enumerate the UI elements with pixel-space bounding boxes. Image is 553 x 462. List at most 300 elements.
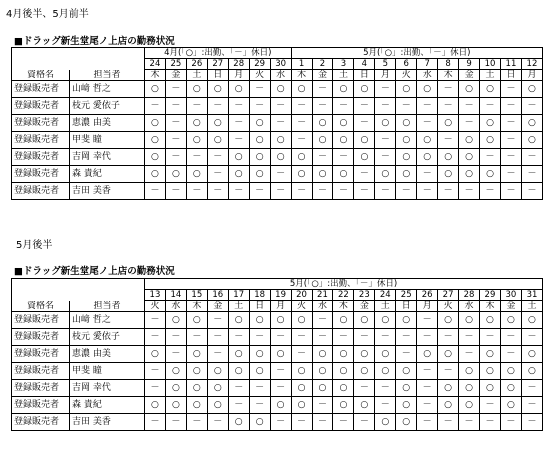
attendance-cell	[186, 81, 207, 98]
holiday-mark: －	[401, 332, 411, 342]
attendance-cell	[312, 115, 333, 132]
attendance-mark: ○	[213, 383, 222, 393]
attendance-cell	[500, 115, 521, 132]
holiday-mark: －	[422, 332, 432, 342]
attendance-mark: ○	[192, 349, 201, 359]
holiday-mark: －	[297, 332, 307, 342]
person-name-cell: 枝元 愛依子	[70, 329, 145, 346]
attendance-cell	[459, 183, 480, 200]
attendance-cell	[270, 346, 291, 363]
table-row	[12, 132, 543, 149]
attendance-mark: ○	[297, 152, 306, 162]
attendance-mark: ○	[381, 366, 390, 376]
weekday-cell: 火	[396, 70, 417, 81]
holiday-mark: －	[150, 315, 160, 325]
attendance-cell	[480, 380, 501, 397]
attendance-cell	[333, 183, 354, 200]
weekday-cell: 月	[270, 301, 291, 312]
section-heading-april-may: 4月後半、5月前半	[6, 9, 89, 20]
weekday-cell: 月	[417, 301, 438, 312]
attendance-cell	[312, 312, 333, 329]
attendance-cell	[312, 183, 333, 200]
attendance-cell	[186, 166, 207, 183]
attendance-cell	[354, 183, 375, 200]
attendance-cell	[500, 81, 521, 98]
attendance-cell	[291, 149, 312, 166]
holiday-mark: －	[213, 101, 223, 111]
weekday-cell: 木	[145, 70, 166, 81]
attendance-cell	[312, 132, 333, 149]
attendance-mark: ○	[402, 169, 411, 179]
attendance-cell	[333, 132, 354, 149]
table-row	[12, 183, 543, 200]
attendance-cell	[270, 414, 291, 431]
weekday-cell: 木	[438, 70, 459, 81]
weekday-cell: 日	[249, 301, 270, 312]
holiday-mark: －	[506, 101, 516, 111]
date-cell: 29	[249, 59, 270, 70]
weekday-cell: 金	[500, 301, 521, 312]
attendance-cell	[396, 346, 417, 363]
date-header-row	[12, 290, 543, 301]
attendance-mark: ○	[297, 400, 306, 410]
attendance-mark: ○	[528, 118, 536, 128]
attendance-mark: ○	[402, 84, 411, 94]
person-name-cell: 恵濃 由美	[70, 115, 145, 132]
date-cell: 27	[438, 290, 459, 301]
weekday-cell: 金	[354, 301, 375, 312]
attendance-cell	[480, 329, 501, 346]
attendance-mark: ○	[276, 84, 285, 94]
holiday-mark: －	[318, 152, 328, 162]
holiday-mark: －	[171, 152, 181, 162]
attendance-mark: ○	[360, 315, 369, 325]
attendance-mark: ○	[528, 315, 536, 325]
attendance-cell	[333, 414, 354, 431]
attendance-mark: ○	[444, 118, 453, 128]
holiday-mark: －	[150, 101, 160, 111]
weekday-cell: 土	[228, 301, 249, 312]
weekday-cell: 日	[500, 70, 521, 81]
holiday-mark: －	[506, 135, 516, 145]
date-cell: 17	[228, 290, 249, 301]
qualification-column-header: 資格名	[12, 70, 70, 81]
holiday-mark: －	[171, 332, 181, 342]
attendance-mark: ○	[465, 400, 473, 410]
holiday-mark: －	[192, 101, 202, 111]
attendance-cell	[396, 363, 417, 380]
attendance-cell	[375, 363, 396, 380]
date-cell: 25	[165, 59, 186, 70]
attendance-cell	[333, 166, 354, 183]
date-cell: 25	[396, 290, 417, 301]
attendance-cell	[312, 397, 333, 414]
qualification-cell: 登録販売者	[12, 115, 70, 132]
attendance-cell	[500, 149, 521, 166]
date-cell: 31	[521, 290, 542, 301]
attendance-mark: ○	[486, 169, 494, 179]
attendance-cell	[228, 380, 249, 397]
attendance-cell	[521, 81, 542, 98]
attendance-cell	[270, 363, 291, 380]
attendance-cell	[249, 81, 270, 98]
weekday-cell: 木	[333, 301, 354, 312]
attendance-mark: ○	[192, 84, 201, 94]
attendance-cell	[270, 81, 291, 98]
table-row	[12, 149, 543, 166]
attendance-cell	[186, 149, 207, 166]
date-cell: 16	[207, 290, 228, 301]
holiday-mark: －	[527, 169, 537, 179]
holiday-mark: －	[234, 186, 244, 196]
attendance-cell	[145, 166, 166, 183]
attendance-cell	[438, 115, 459, 132]
attendance-mark: ○	[402, 315, 411, 325]
attendance-cell	[459, 397, 480, 414]
holiday-mark: －	[171, 417, 181, 427]
attendance-mark: ○	[318, 349, 327, 359]
date-cell: 20	[291, 290, 312, 301]
weekday-cell: 火	[291, 301, 312, 312]
attendance-mark: ○	[151, 169, 159, 179]
attendance-cell	[165, 166, 186, 183]
attendance-cell	[500, 166, 521, 183]
attendance-cell	[333, 98, 354, 115]
attendance-cell	[459, 414, 480, 431]
attendance-mark: ○	[486, 349, 494, 359]
attendance-mark: ○	[339, 366, 348, 376]
attendance-mark: ○	[151, 84, 159, 94]
attendance-mark: ○	[465, 366, 473, 376]
attendance-cell	[165, 149, 186, 166]
attendance-cell	[145, 312, 166, 329]
attendance-mark: ○	[192, 383, 201, 393]
attendance-cell	[228, 414, 249, 431]
attendance-cell	[417, 363, 438, 380]
attendance-mark: ○	[339, 400, 348, 410]
person-column-header: 担当者	[70, 70, 145, 81]
holiday-mark: －	[213, 315, 223, 325]
holiday-mark: －	[150, 332, 160, 342]
attendance-cell	[186, 346, 207, 363]
attendance-cell	[228, 98, 249, 115]
date-cell: 30	[500, 290, 521, 301]
table-row	[12, 414, 543, 431]
attendance-cell	[438, 132, 459, 149]
attendance-cell	[312, 363, 333, 380]
weekday-cell: 火	[438, 301, 459, 312]
holiday-mark: －	[150, 366, 160, 376]
attendance-cell	[459, 166, 480, 183]
attendance-mark: ○	[360, 135, 369, 145]
attendance-mark: ○	[171, 366, 180, 376]
attendance-cell	[249, 414, 270, 431]
header-blank-cell	[12, 279, 145, 290]
attendance-mark: ○	[360, 349, 369, 359]
holiday-mark: －	[401, 101, 411, 111]
date-cell: 19	[270, 290, 291, 301]
attendance-mark: ○	[234, 366, 243, 376]
attendance-cell	[375, 166, 396, 183]
attendance-mark: ○	[486, 366, 494, 376]
attendance-mark: ○	[255, 169, 264, 179]
holiday-mark: －	[276, 417, 286, 427]
holiday-mark: －	[380, 332, 390, 342]
attendance-mark: ○	[318, 135, 327, 145]
attendance-cell	[291, 363, 312, 380]
attendance-cell	[521, 98, 542, 115]
date-cell: 5	[375, 59, 396, 70]
attendance-mark: ○	[192, 169, 201, 179]
attendance-cell	[291, 183, 312, 200]
attendance-cell	[207, 183, 228, 200]
attendance-mark: ○	[255, 315, 264, 325]
attendance-cell	[459, 98, 480, 115]
attendance-cell	[396, 132, 417, 149]
attendance-cell	[228, 183, 249, 200]
weekday-cell: 日	[354, 70, 375, 81]
attendance-cell	[417, 183, 438, 200]
table-row	[12, 329, 543, 346]
person-column-header: 担当者	[70, 301, 145, 312]
attendance-cell	[270, 115, 291, 132]
holiday-mark: －	[297, 118, 307, 128]
qualification-cell: 登録販売者	[12, 81, 70, 98]
attendance-cell	[438, 397, 459, 414]
attendance-mark: ○	[151, 152, 159, 162]
attendance-cell	[396, 81, 417, 98]
attendance-mark: ○	[234, 417, 243, 427]
attendance-mark: ○	[402, 417, 411, 427]
attendance-cell	[480, 312, 501, 329]
attendance-cell	[396, 98, 417, 115]
attendance-mark: ○	[444, 315, 453, 325]
attendance-cell	[521, 414, 542, 431]
weekday-cell: 土	[480, 70, 501, 81]
holiday-mark: －	[464, 118, 474, 128]
holiday-mark: －	[171, 84, 181, 94]
attendance-cell	[165, 363, 186, 380]
attendance-cell	[500, 346, 521, 363]
attendance-mark: ○	[276, 152, 285, 162]
holiday-mark: －	[380, 152, 390, 162]
attendance-mark: ○	[506, 315, 515, 325]
attendance-cell	[375, 397, 396, 414]
date-cell: 18	[249, 290, 270, 301]
attendance-cell	[438, 166, 459, 183]
attendance-cell	[186, 115, 207, 132]
weekday-cell: 木	[186, 301, 207, 312]
holiday-mark: －	[359, 332, 369, 342]
weekday-cell: 木	[480, 301, 501, 312]
attendance-cell	[417, 149, 438, 166]
holiday-mark: －	[422, 169, 432, 179]
attendance-cell	[186, 380, 207, 397]
attendance-cell	[354, 98, 375, 115]
attendance-cell	[480, 397, 501, 414]
attendance-mark: ○	[171, 400, 180, 410]
attendance-cell	[145, 149, 166, 166]
holiday-mark: －	[506, 169, 516, 179]
holiday-mark: －	[297, 417, 307, 427]
attendance-mark: ○	[255, 118, 264, 128]
attendance-cell	[521, 132, 542, 149]
holiday-mark: －	[338, 101, 348, 111]
holiday-mark: －	[359, 417, 369, 427]
attendance-cell	[228, 81, 249, 98]
attendance-cell	[438, 98, 459, 115]
date-cell: 30	[270, 59, 291, 70]
holiday-mark: －	[527, 332, 537, 342]
attendance-cell	[333, 397, 354, 414]
attendance-cell	[375, 149, 396, 166]
attendance-cell	[417, 312, 438, 329]
holiday-mark: －	[464, 332, 474, 342]
weekday-cell: 金	[207, 301, 228, 312]
attendance-cell	[249, 98, 270, 115]
attendance-cell	[145, 414, 166, 431]
attendance-mark: ○	[255, 366, 264, 376]
holiday-mark: －	[318, 186, 328, 196]
attendance-cell	[480, 414, 501, 431]
holiday-mark: －	[443, 135, 453, 145]
attendance-cell	[145, 363, 166, 380]
attendance-mark: ○	[255, 135, 264, 145]
holiday-mark: －	[359, 186, 369, 196]
holiday-mark: －	[422, 101, 432, 111]
attendance-cell	[207, 98, 228, 115]
holiday-mark: －	[171, 186, 181, 196]
attendance-cell	[333, 346, 354, 363]
holiday-mark: －	[506, 84, 516, 94]
holiday-mark: －	[527, 400, 537, 410]
attendance-cell	[291, 346, 312, 363]
attendance-cell	[249, 115, 270, 132]
attendance-mark: ○	[213, 84, 222, 94]
attendance-cell	[396, 115, 417, 132]
holiday-mark: －	[192, 186, 202, 196]
weekday-cell: 月	[521, 70, 542, 81]
holiday-mark: －	[443, 366, 453, 376]
weekday-cell: 土	[521, 301, 542, 312]
attendance-cell	[375, 414, 396, 431]
attendance-cell	[417, 166, 438, 183]
attendance-cell	[500, 397, 521, 414]
attendance-cell	[354, 132, 375, 149]
qualification-cell: 登録販売者	[12, 346, 70, 363]
attendance-mark: ○	[234, 84, 243, 94]
weekday-header-row	[12, 70, 543, 81]
attendance-cell	[459, 81, 480, 98]
attendance-cell	[521, 183, 542, 200]
holiday-mark: －	[317, 417, 327, 427]
weekday-cell: 木	[291, 70, 312, 81]
attendance-cell	[249, 183, 270, 200]
holiday-mark: －	[422, 400, 432, 410]
qualification-cell: 登録販売者	[12, 183, 70, 200]
holiday-mark: －	[422, 366, 432, 376]
holiday-mark: －	[443, 186, 453, 196]
attendance-mark: ○	[465, 383, 473, 393]
attendance-cell	[207, 329, 228, 346]
attendance-cell	[291, 132, 312, 149]
person-name-cell: 吉田 美香	[70, 414, 145, 431]
qualification-cell: 登録販売者	[12, 397, 70, 414]
holiday-mark: －	[338, 186, 348, 196]
weekday-cell: 土	[375, 301, 396, 312]
attendance-cell	[165, 98, 186, 115]
qualification-cell: 登録販売者	[12, 166, 70, 183]
attendance-mark: ○	[528, 84, 536, 94]
attendance-cell	[228, 329, 249, 346]
holiday-mark: －	[359, 383, 369, 393]
attendance-mark: ○	[171, 383, 180, 393]
holiday-mark: －	[234, 383, 244, 393]
attendance-mark: ○	[339, 118, 348, 128]
weekday-cell: 火	[145, 301, 166, 312]
weekday-cell: 水	[312, 301, 333, 312]
attendance-mark: ○	[506, 400, 515, 410]
attendance-cell	[312, 166, 333, 183]
attendance-mark: ○	[444, 152, 453, 162]
holiday-mark: －	[380, 400, 390, 410]
attendance-cell	[186, 98, 207, 115]
holiday-mark: －	[422, 315, 432, 325]
attendance-mark: ○	[151, 349, 159, 359]
attendance-mark: ○	[318, 169, 327, 179]
holiday-mark: －	[150, 186, 160, 196]
attendance-mark: ○	[297, 84, 306, 94]
attendance-cell	[145, 132, 166, 149]
attendance-cell	[291, 329, 312, 346]
attendance-cell	[354, 312, 375, 329]
table-row	[12, 363, 543, 380]
holiday-mark: －	[171, 349, 181, 359]
holiday-mark: －	[150, 383, 160, 393]
attendance-cell	[459, 149, 480, 166]
attendance-mark: ○	[234, 349, 243, 359]
attendance-cell	[333, 363, 354, 380]
attendance-cell	[291, 115, 312, 132]
attendance-mark: ○	[465, 169, 473, 179]
holiday-mark: －	[317, 400, 327, 410]
attendance-cell	[521, 115, 542, 132]
holiday-mark: －	[317, 315, 327, 325]
attendance-mark: ○	[402, 152, 411, 162]
weekday-cell: 日	[207, 70, 228, 81]
date-cell: 10	[480, 59, 501, 70]
attendance-cell	[521, 397, 542, 414]
date-cell: 2	[312, 59, 333, 70]
attendance-mark: ○	[339, 349, 348, 359]
attendance-mark: ○	[192, 315, 201, 325]
holiday-mark: －	[150, 417, 160, 427]
attendance-mark: ○	[381, 118, 390, 128]
attendance-cell	[228, 312, 249, 329]
attendance-mark: ○	[528, 349, 536, 359]
attendance-cell	[165, 329, 186, 346]
holiday-mark: －	[338, 417, 348, 427]
attendance-cell	[459, 346, 480, 363]
attendance-mark: ○	[506, 383, 515, 393]
attendance-cell	[438, 329, 459, 346]
holiday-mark: －	[506, 118, 516, 128]
holiday-mark: －	[297, 135, 307, 145]
attendance-cell	[500, 98, 521, 115]
attendance-mark: ○	[381, 315, 390, 325]
attendance-cell	[312, 414, 333, 431]
person-name-cell: 吉田 美香	[70, 183, 145, 200]
